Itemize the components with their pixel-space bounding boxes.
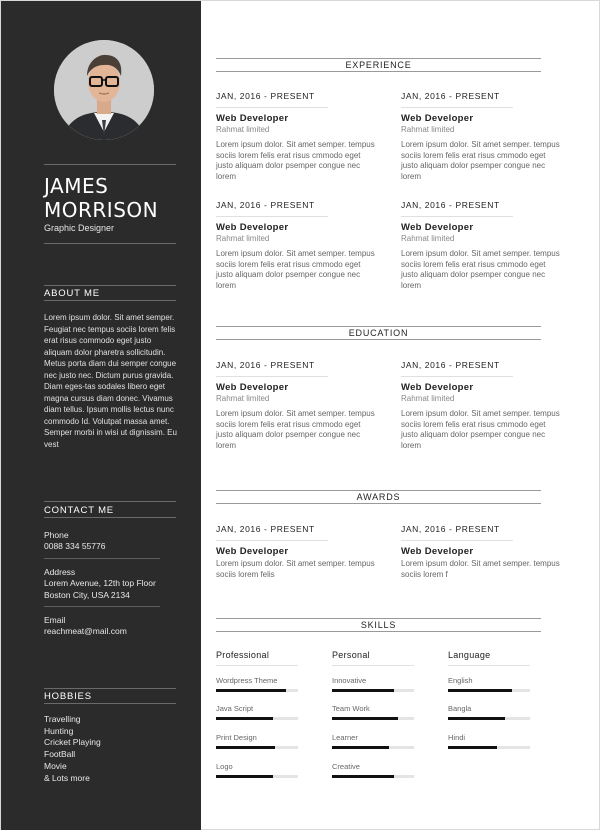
skill-bar bbox=[216, 689, 298, 692]
skill-name: Wordpress Theme bbox=[216, 676, 278, 685]
experience-entry bbox=[216, 91, 376, 182]
entry-company: Rahmat limited bbox=[216, 394, 270, 403]
entry-company: Rahmat limited bbox=[401, 125, 455, 134]
skill-item bbox=[448, 676, 530, 692]
address-label: Address bbox=[44, 567, 76, 577]
divider bbox=[44, 558, 160, 559]
email-label: Email bbox=[44, 615, 66, 625]
divider bbox=[44, 285, 176, 286]
contact-heading: CONTACT ME bbox=[44, 505, 114, 516]
skill-name: Learner bbox=[332, 733, 358, 742]
skill-item bbox=[216, 704, 298, 720]
skill-bar bbox=[332, 689, 414, 692]
full-name bbox=[44, 174, 158, 222]
list-item: Hunting bbox=[44, 725, 74, 736]
avatar bbox=[54, 40, 154, 140]
entry-date: JAN, 2016 - PRESENT bbox=[216, 360, 328, 377]
skill-item bbox=[332, 676, 414, 692]
phone-label: Phone bbox=[44, 530, 69, 540]
skill-bar-fill bbox=[332, 775, 394, 778]
skill-item bbox=[216, 676, 298, 692]
skill-bar bbox=[332, 746, 414, 749]
entry-description: Lorem ipsum dolor. Sit amet semper. tempus sociis lorem felis erat risus cmmodo eget justo aliquam dolor psemper congue nec lorem bbox=[216, 249, 375, 290]
skill-item bbox=[448, 733, 530, 749]
skill-item bbox=[216, 762, 298, 778]
entry-description: Lorem ipsum dolor. Sit amet semper. tempus sociis lorem felis erat risus cmmodo eget justo aliquam dolor psemper congue nec lorem bbox=[401, 140, 560, 181]
divider bbox=[44, 243, 176, 244]
list-item: Travelling bbox=[44, 714, 81, 724]
phone-value[interactable]: 0088 334 55776 bbox=[44, 541, 106, 551]
first-name: JAMES bbox=[44, 174, 109, 198]
skill-bar-fill bbox=[332, 689, 394, 692]
skill-column-title: Personal bbox=[332, 650, 414, 666]
entry-date: JAN, 2016 - PRESENT bbox=[401, 360, 513, 377]
skills-professional bbox=[216, 650, 298, 771]
address-line-2: Boston City, USA 2134 bbox=[44, 590, 130, 600]
awards-heading: AWARDS bbox=[216, 490, 541, 504]
skill-name: Hindi bbox=[448, 733, 466, 742]
entry-company: Rahmat limited bbox=[216, 234, 270, 243]
divider bbox=[44, 300, 176, 301]
entry-date: JAN, 2016 - PRESENT bbox=[216, 524, 328, 541]
list-item: Movie bbox=[44, 760, 67, 771]
skill-bar-fill bbox=[216, 775, 273, 778]
entry-date: JAN, 2016 - PRESENT bbox=[216, 91, 328, 108]
skill-column-title: Professional bbox=[216, 650, 298, 666]
skill-bar-fill bbox=[448, 746, 497, 749]
skill-column-title: Language bbox=[448, 650, 530, 666]
skill-bar-fill bbox=[216, 717, 273, 720]
skill-name: Bangla bbox=[448, 704, 472, 713]
experience-entry bbox=[401, 91, 561, 182]
about-text: Lorem ipsum dolor. Sit amet semper. Feugiat nec tempus sociis lorem felis erat risus commodo eget justo aliquam dolor pharetra sollicitudin. Metus porta diam dui semper congue nec justo nec. Dictum purus gravida. Diam eges-tas sodales libero eget magna cursus diam donec. Vivamus diam tellus. Ipsum mollis lectus nunc commodo Id. Volutpat massa amet. Semper morbi in wisi ut dignissim. Eu vest bbox=[44, 313, 177, 449]
skill-bar bbox=[216, 717, 298, 720]
skill-name: Logo bbox=[216, 762, 233, 771]
entry-description: Lorem ipsum dolor. Sit amet semper. tempus sociis lorem felis erat risus cmmodo eget justo aliquam dolor psemper congue nec lorem bbox=[401, 249, 560, 290]
skill-bar bbox=[216, 775, 298, 778]
education-entry bbox=[216, 360, 376, 451]
divider bbox=[44, 164, 176, 165]
experience-entry bbox=[216, 200, 376, 291]
skill-name: Print Design bbox=[216, 733, 257, 742]
skill-bar bbox=[448, 717, 530, 720]
divider bbox=[44, 606, 160, 607]
award-entry bbox=[401, 524, 561, 580]
entry-title: Web Developer bbox=[216, 382, 289, 393]
skill-item bbox=[332, 733, 414, 749]
skill-bar bbox=[216, 746, 298, 749]
education-heading: EDUCATION bbox=[216, 326, 541, 340]
divider bbox=[44, 688, 176, 689]
skill-name: Team Work bbox=[332, 704, 370, 713]
skills-heading: SKILLS bbox=[216, 618, 541, 632]
address-line-1: Lorem Avenue, 12th top Floor bbox=[44, 578, 156, 588]
entry-title: Web Developer bbox=[401, 222, 474, 233]
entry-description: Lorem ipsum dolor. Sit amet semper. tempus sociis lorem felis bbox=[216, 559, 375, 579]
experience-heading: EXPERIENCE bbox=[216, 58, 541, 72]
entry-description: Lorem ipsum dolor. Sit amet semper. tempus sociis lorem felis erat risus cmmodo eget justo aliquam dolor psemper congue nec lorem bbox=[401, 409, 560, 450]
skills-language bbox=[448, 650, 530, 742]
skill-bar bbox=[448, 746, 530, 749]
divider bbox=[44, 501, 176, 502]
skill-bar-fill bbox=[332, 746, 389, 749]
divider bbox=[44, 703, 176, 704]
entry-date: JAN, 2016 - PRESENT bbox=[401, 91, 513, 108]
list-item: Cricket Playing bbox=[44, 737, 101, 748]
skill-item bbox=[448, 704, 530, 720]
entry-title: Web Developer bbox=[401, 382, 474, 393]
skill-bar-fill bbox=[216, 746, 275, 749]
skill-bar bbox=[448, 689, 530, 692]
list-item: & Lots more bbox=[44, 772, 90, 783]
hobbies-list bbox=[44, 714, 101, 784]
entry-company: Rahmat limited bbox=[216, 125, 270, 134]
entry-date: JAN, 2016 - PRESENT bbox=[401, 200, 513, 217]
last-name: MORRISON bbox=[44, 198, 159, 222]
entry-title: Web Developer bbox=[216, 546, 289, 557]
entry-title: Web Developer bbox=[401, 113, 474, 124]
entry-company: Rahmat limited bbox=[401, 394, 455, 403]
list-item: FootBall bbox=[44, 749, 76, 760]
education-entry bbox=[401, 360, 561, 451]
entry-description: Lorem ipsum dolor. Sit amet semper. tempus sociis lorem f bbox=[401, 559, 560, 579]
skill-item bbox=[332, 704, 414, 720]
entry-title: Web Developer bbox=[401, 546, 474, 557]
skill-bar-fill bbox=[448, 717, 505, 720]
portrait-photo bbox=[54, 40, 154, 140]
entry-description: Lorem ipsum dolor. Sit amet semper. tempus sociis lorem felis erat risus cmmodo eget justo aliquam dolor psemper congue nec lorem bbox=[216, 409, 375, 450]
skill-bar-fill bbox=[448, 689, 512, 692]
skill-bar bbox=[332, 717, 414, 720]
sidebar bbox=[1, 1, 201, 830]
skill-name: Creative bbox=[332, 762, 360, 771]
job-title: Graphic Designer bbox=[44, 223, 115, 233]
skills-personal bbox=[332, 650, 414, 771]
skill-item bbox=[216, 733, 298, 749]
entry-title: Web Developer bbox=[216, 113, 289, 124]
hobbies-heading: HOBBIES bbox=[44, 691, 92, 702]
about-heading: ABOUT ME bbox=[44, 288, 100, 299]
award-entry bbox=[216, 524, 376, 580]
experience-entry bbox=[401, 200, 561, 291]
skill-name: Innovative bbox=[332, 676, 367, 685]
skill-bar-fill bbox=[216, 689, 286, 692]
skill-bar bbox=[332, 775, 414, 778]
entry-date: JAN, 2016 - PRESENT bbox=[216, 200, 328, 217]
email-value[interactable]: reachmeat@mail.com bbox=[44, 626, 127, 636]
skill-name: English bbox=[448, 676, 473, 685]
entry-date: JAN, 2016 - PRESENT bbox=[401, 524, 513, 541]
entry-company: Rahmat limited bbox=[401, 234, 455, 243]
skill-item bbox=[332, 762, 414, 778]
entry-title: Web Developer bbox=[216, 222, 289, 233]
entry-description: Lorem ipsum dolor. Sit amet semper. tempus sociis lorem felis erat risus cmmodo eget justo aliquam dolor psemper congue nec lorem bbox=[216, 140, 375, 181]
divider bbox=[44, 517, 176, 518]
skill-name: Java Script bbox=[216, 704, 254, 713]
skill-bar-fill bbox=[332, 717, 398, 720]
